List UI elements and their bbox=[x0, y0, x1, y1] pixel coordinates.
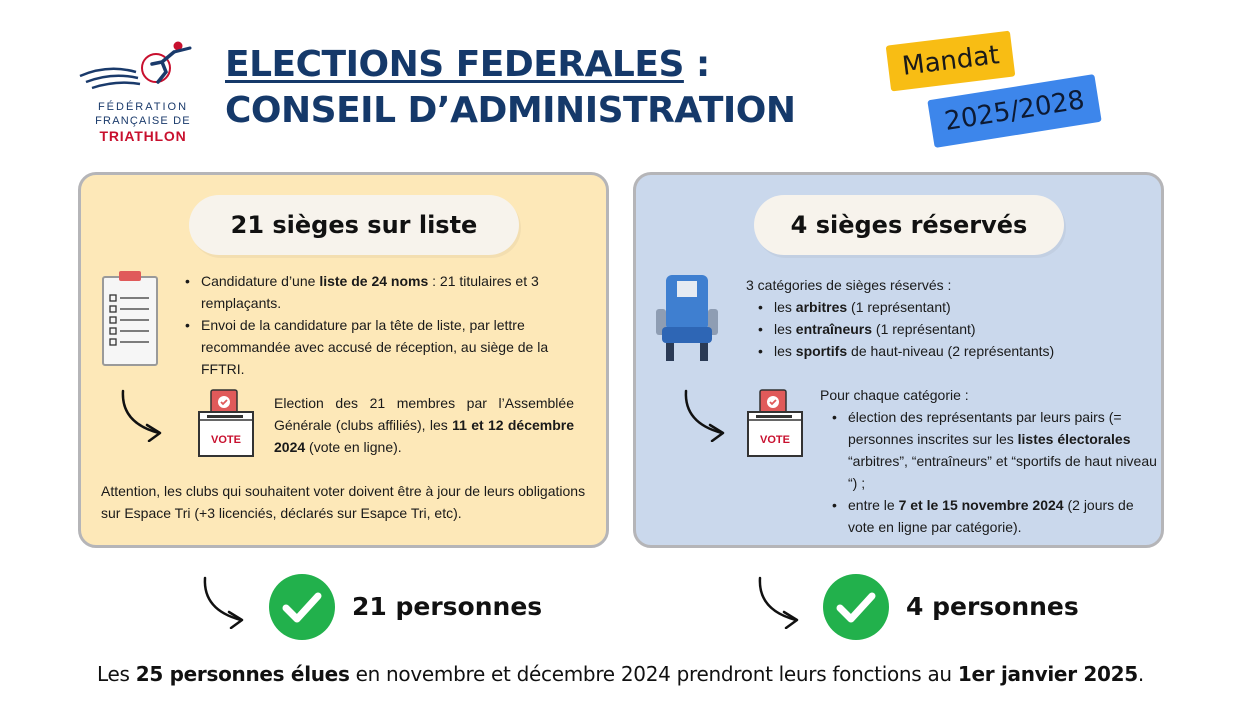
panel-reserved-seats bbox=[633, 172, 1164, 548]
ballot-box-icon bbox=[746, 388, 804, 460]
reserved-intro: 3 catégories de sièges réservés : bbox=[746, 277, 952, 293]
mandat-badge: Mandat bbox=[886, 31, 1016, 92]
ballot-box-icon bbox=[197, 388, 255, 460]
vote-label-left: VOTE bbox=[211, 434, 241, 446]
list-item: • les sportifs de haut-niveau (2 représentants) bbox=[754, 340, 1154, 362]
list-item: • entre le 7 et le 15 novembre 2024 (2 jours de vote en ligne par catégorie). bbox=[828, 494, 1158, 538]
check-icon bbox=[269, 574, 335, 640]
curved-arrow-icon bbox=[754, 574, 804, 629]
election-text: Election des 21 membres par l’Assemblée Générale (clubs affiliés), les 11 et 12 décembre 2024 (vote en ligne). bbox=[274, 395, 575, 455]
result-right bbox=[750, 574, 1090, 640]
left-bullet-list bbox=[181, 270, 591, 380]
check-icon bbox=[823, 574, 889, 640]
list-item: • les arbitres (1 représentant) bbox=[754, 296, 1154, 318]
per-category-title: Pour chaque catégorie : bbox=[820, 387, 969, 403]
title-line-1-suffix: : bbox=[683, 44, 710, 85]
result-left bbox=[195, 574, 555, 640]
clipboard-checklist-icon bbox=[101, 269, 161, 369]
panel-heading-left: 21 sièges sur liste bbox=[189, 195, 519, 255]
attention-note: Attention, les clubs qui souhaitent voter doivent être à jour de leurs obligations sur Espace Tri (+3 licenciés, déclarés sur Esapce Tri, etc). bbox=[101, 483, 586, 521]
list-item: • Envoi de la candidature par la tête de liste, par lettre recommandée avec accusé de réception, au siège de la FFTRI. bbox=[181, 314, 591, 380]
per-category-list bbox=[828, 406, 1158, 538]
result-left-label: 21 personnes bbox=[352, 592, 543, 621]
list-item: • les entraîneurs (1 représentant) bbox=[754, 318, 1154, 340]
seat-icon bbox=[654, 273, 720, 365]
logo-line-1: FÉDÉRATION bbox=[97, 101, 189, 113]
list-item: • élection des représentants par leurs pairs (= personnes inscrites sur les listes électorales “arbitres”, “entraîneurs” et “sportifs de haut niveau “) ; bbox=[828, 406, 1158, 494]
page-title bbox=[225, 42, 796, 134]
result-right-label: 4 personnes bbox=[906, 592, 1079, 621]
footer-note: Les 25 personnes élues en novembre et décembre 2024 prendront leurs fonctions au 1er janvier 2025. bbox=[97, 662, 1144, 686]
panel-heading-right: 4 sièges réservés bbox=[754, 195, 1064, 255]
mandat-years-badge: 2025/2028 bbox=[927, 74, 1102, 148]
reserved-categories bbox=[754, 296, 1154, 362]
logo-line-3: TRIATHLON bbox=[99, 128, 187, 144]
title-line-1: ELECTIONS FEDERALES bbox=[225, 44, 684, 85]
triathlete-logo-icon bbox=[78, 38, 203, 98]
curved-arrow-icon bbox=[680, 387, 730, 442]
curved-arrow-icon bbox=[199, 574, 249, 629]
fftri-logo bbox=[78, 38, 198, 148]
title-line-2: CONSEIL D’ADMINISTRATION bbox=[225, 90, 796, 131]
curved-arrow-icon bbox=[117, 387, 167, 442]
panel-seats-on-list bbox=[78, 172, 609, 548]
vote-label-right: VOTE bbox=[760, 434, 790, 446]
logo-line-2: FRANÇAISE DE bbox=[95, 115, 191, 127]
list-item: • Candidature d’une liste de 24 noms : 21 titulaires et 3 remplaçants. bbox=[181, 270, 591, 314]
